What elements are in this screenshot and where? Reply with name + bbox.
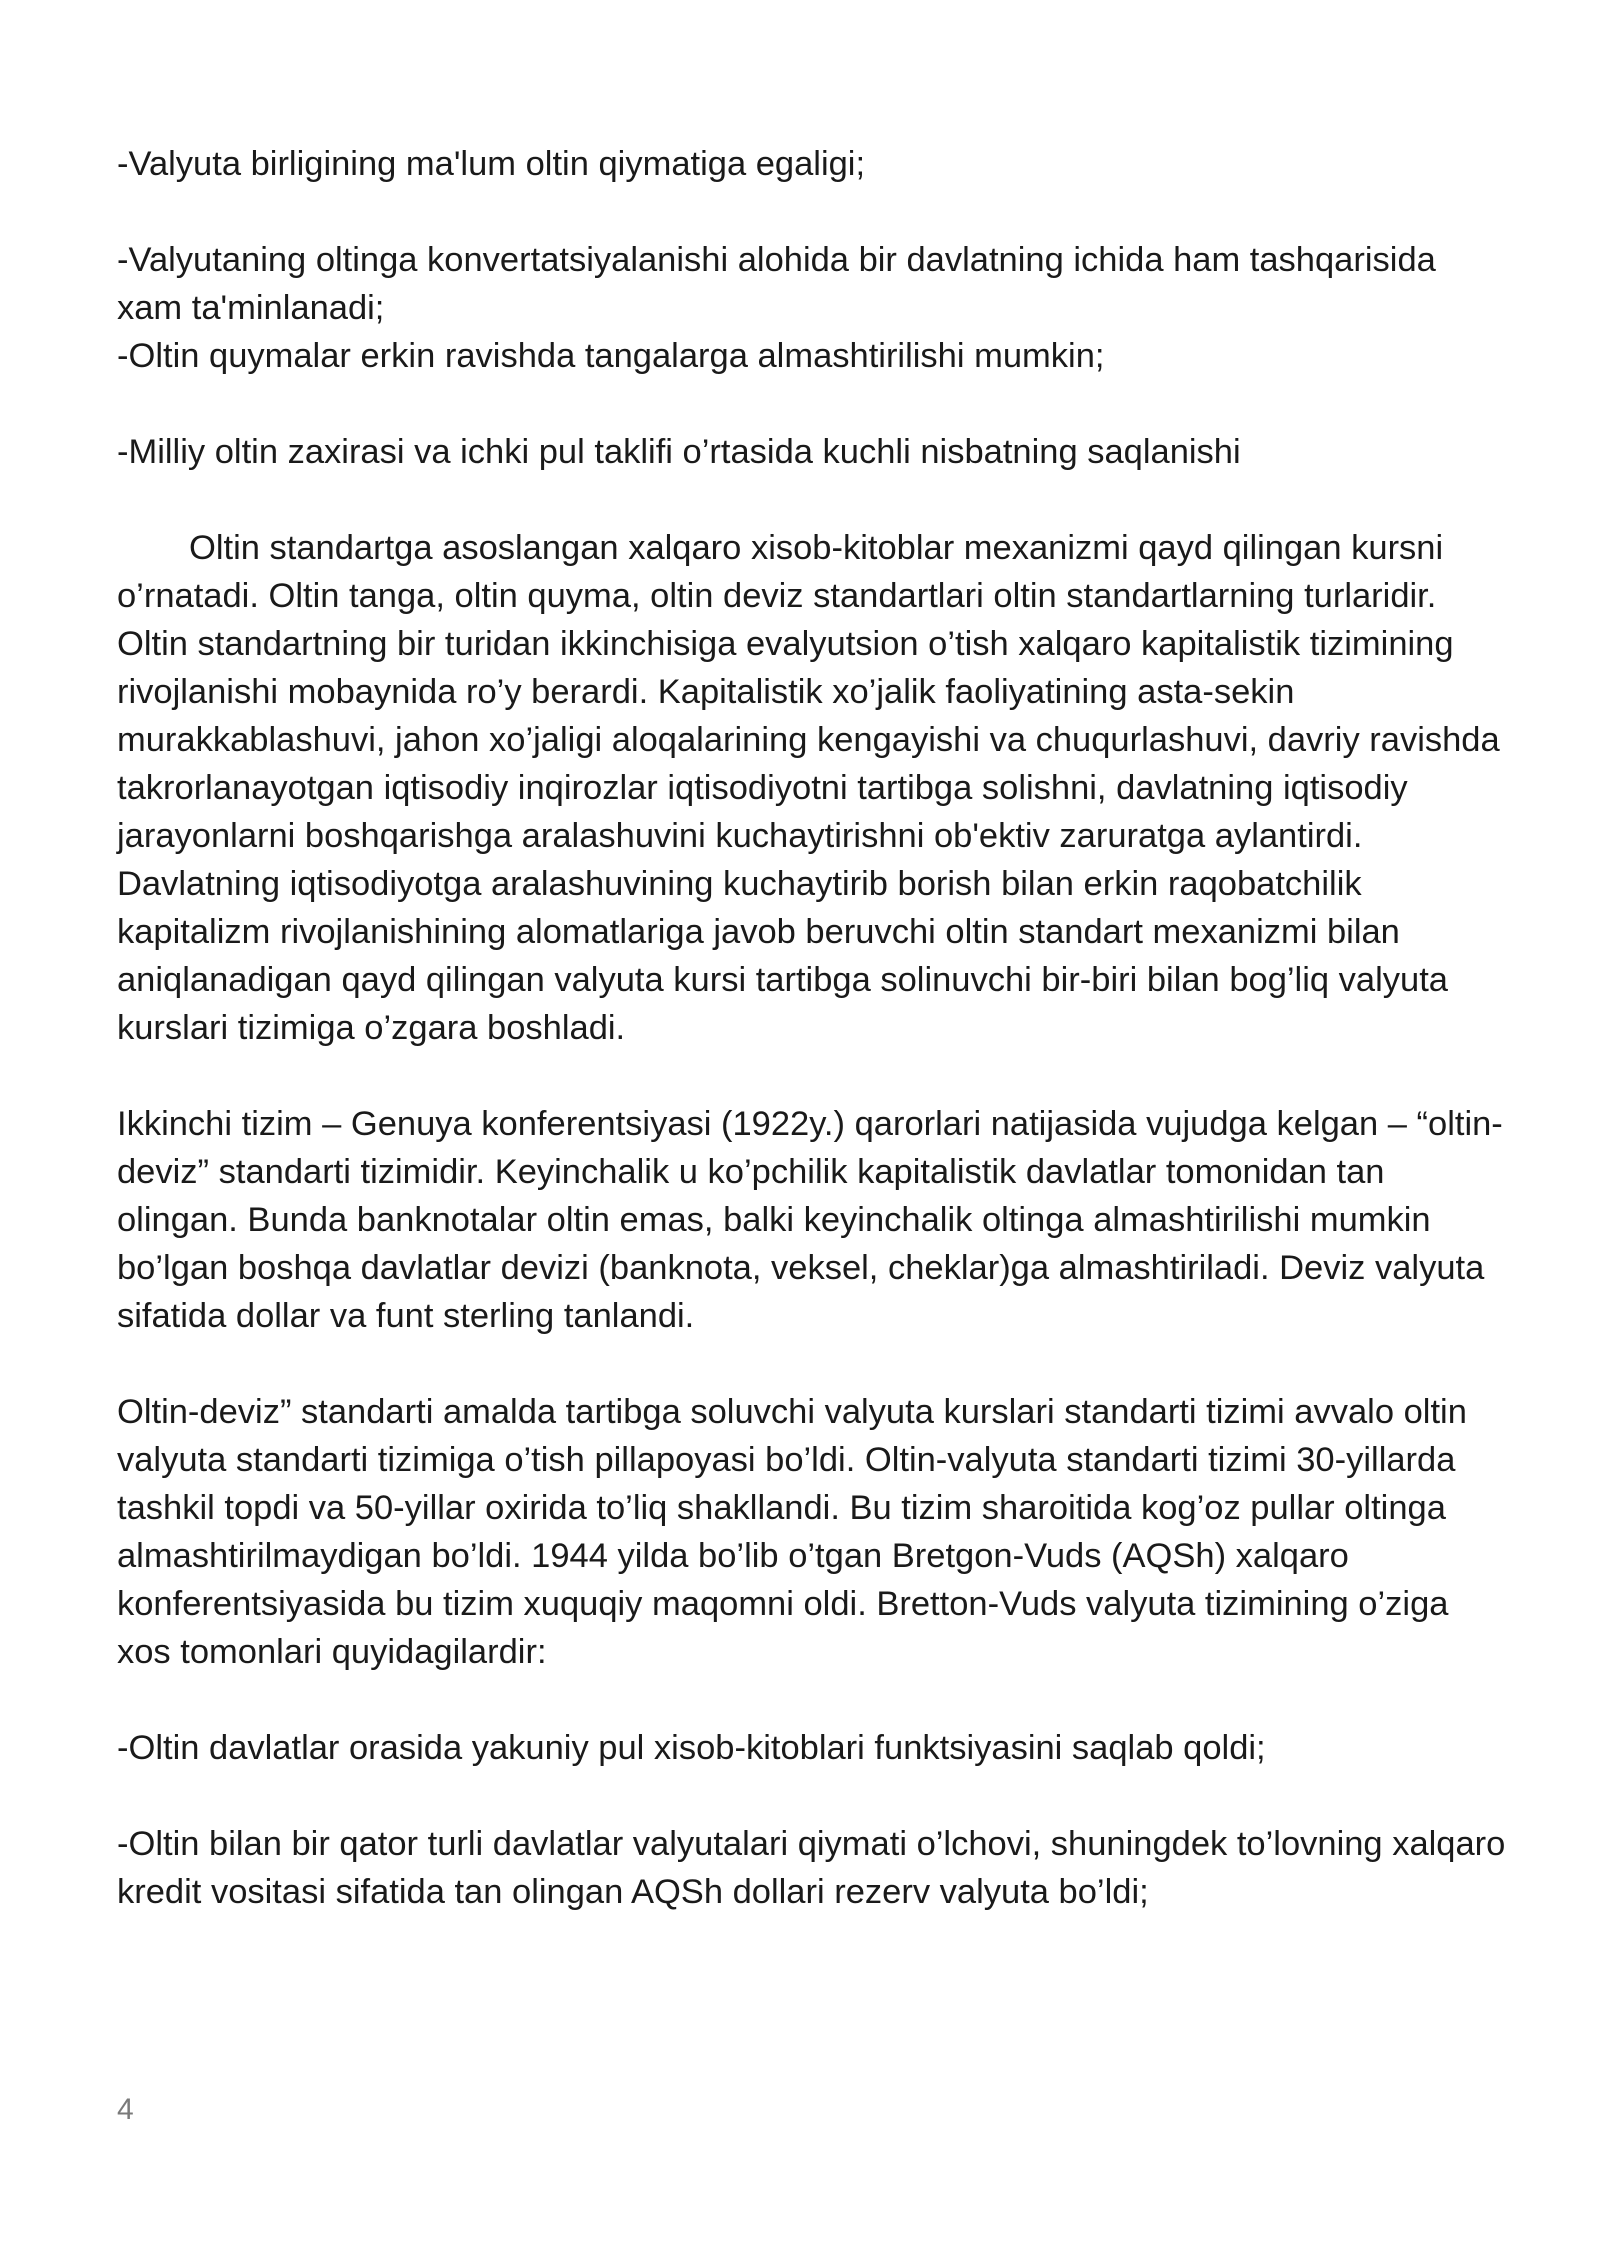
list-item-gold-bars: -Oltin quymalar erkin ravishda tangalarga almashtirilishi mumkin; <box>117 337 1105 375</box>
document-body <box>117 140 1507 1916</box>
list-item-convertibility: -Valyutaning oltinga konvertatsiyalanishi alohida bir davlatning ichida ham tashqarisida xam ta'minlanadi; <box>117 241 1436 327</box>
page-number: 4 <box>117 2093 134 2126</box>
paragraph-gap <box>117 1340 1507 1388</box>
paragraph-bretton-woods: Oltin-deviz” standarti amalda tartibga soluvchi valyuta kurslari standarti tizimi avvalo oltin valyuta standarti tizimiga o’tish pillapoyasi bo’ldi. Oltin-valyuta standarti tizimi 30-yillarda tashkil topdi va 50-yillar oxirida to’liq shakllandi. Bu tizim sharoitida kog’oz pullar oltinga almashtirilmaydigan bo’ldi. 1944 yilda bo’lib o’tgan Bretgon-Vuds (AQSh) xalqaro konferentsiyasida bu tizim xuquqiy maqomni oldi. Bretton-Vuds valyuta tizimining o’ziga xos tomonlari quyidagilardir: <box>117 1393 1467 1671</box>
paragraph-gap <box>117 1772 1507 1820</box>
paragraph-gold-standard: Oltin standartga asoslangan xalqaro xisob-kitoblar mexanizmi qayd qilingan kursni o’rnatadi. Oltin tanga, oltin quyma, oltin deviz standartlari oltin standartlarning turlaridir. Oltin standartning bir turidan ikkinchisiga evalyutsion o’tish xalqaro kapitalistik tizimining rivojlanishi mobaynida ro’y berardi. Kapitalistik xo’jalik faoliyatining asta-sekin murakkablashuvi, jahon xo’jaligi aloqalarining kengayishi va chuqurlashuvi, davriy ravishda takrorlanayotgan iqtisodiy inqirozlar iqtisodiyotni tartibga solishni, davlatning iqtisodiy jarayonlarni boshqarishga aralashuvini kuchaytirishni ob'ektiv zaruratga aylantirdi. Davlatning iqtisodiyotga aralashuvining kuchaytirib borish bilan erkin raqobatchilik kapitalizm rivojlanishining alomatlariga javob beruvchi oltin standart mexanizmi bilan aniqlanadigan qayd qilingan valyuta kursi tartibga solinuvchi bir-biri bilan bog’liq valyuta kurslari tizimiga o’zgara boshladi. <box>117 529 1500 1047</box>
paragraph-genoa-system: Ikkinchi tizim – Genuya konferentsiyasi (1922y.) qarorlari natijasida vujudga kelgan – “oltin-deviz” standarti tizimidir. Keyinchalik u ko’pchilik kapitalistik davlatlar tomonidan tan olingan. Bunda banknotalar oltin emas, balki keyinchalik oltinga almashtirilishi mumkin bo’lgan boshqa davlatlar devizi (banknota, veksel, cheklar)ga almashtiriladi. Deviz valyuta sifatida dollar va funt sterling tanlandi. <box>117 1105 1503 1335</box>
list-item-reserve-currency: -Oltin bilan bir qator turli davlatlar valyutalari qiymati o’lchovi, shuningdek to’lovning xalqaro kredit vositasi sifatida tan olingan AQSh dollari rezerv valyuta bo’ldi; <box>117 1825 1506 1911</box>
paragraph-gap <box>117 1676 1507 1724</box>
list-item-gold-reserve: -Milliy oltin zaxirasi va ichki pul taklifi o’rtasida kuchli nisbatning saqlanishi <box>117 433 1241 471</box>
list-item-final-settlement: -Oltin davlatlar orasida yakuniy pul xisob-kitoblari funktsiyasini saqlab qoldi; <box>117 1729 1266 1767</box>
paragraph-gap <box>117 188 1507 236</box>
paragraph-gap <box>117 1052 1507 1100</box>
paragraph-gap <box>117 380 1507 428</box>
paragraph-gap <box>117 476 1507 524</box>
list-item-gold-value: -Valyuta birligining ma'lum oltin qiymatiga egaligi; <box>117 145 866 183</box>
